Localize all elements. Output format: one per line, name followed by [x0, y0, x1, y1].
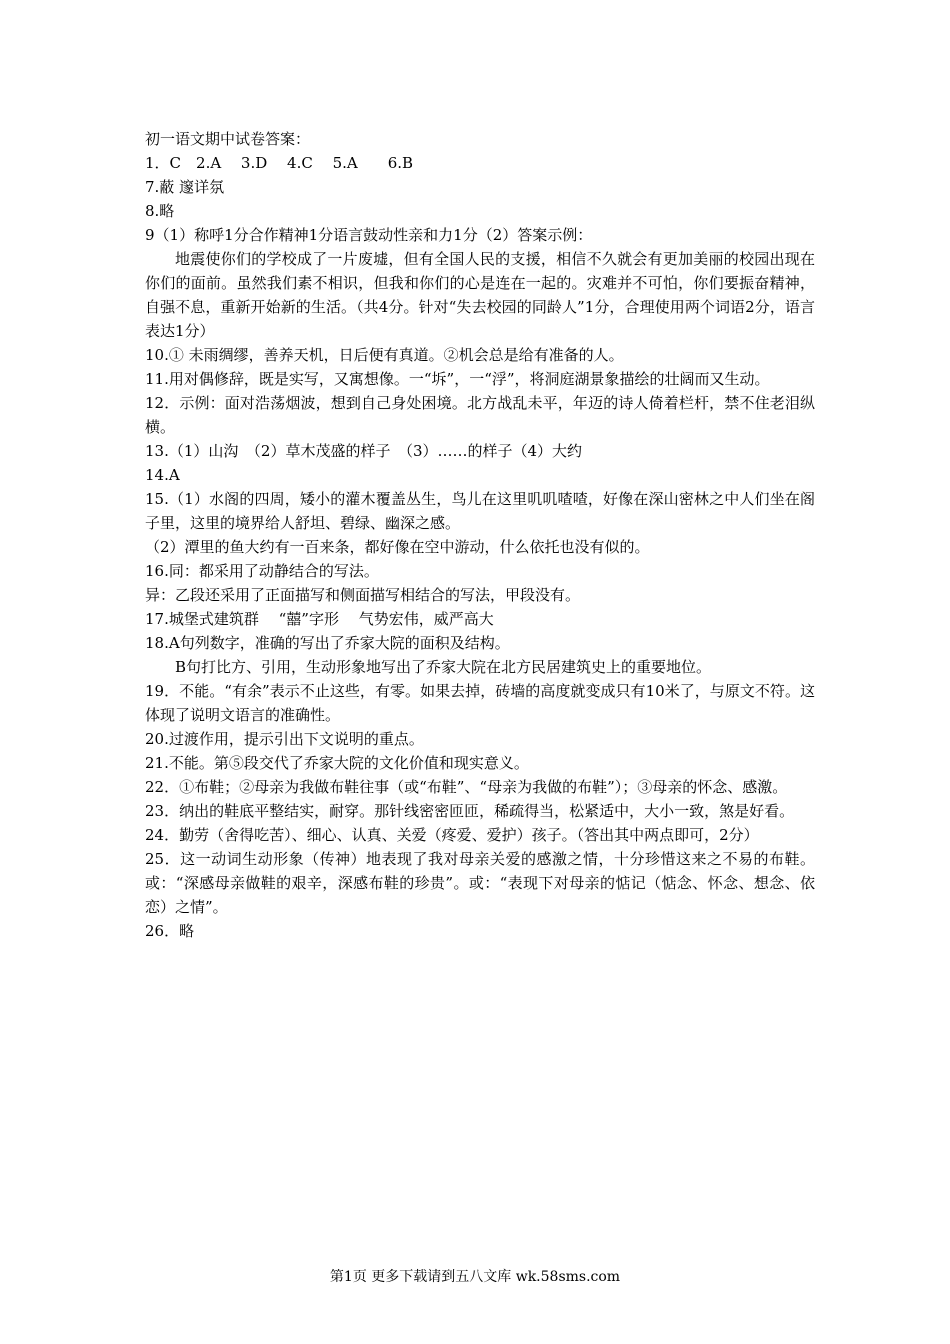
answer-18-b: B句打比方、引用，生动形象地写出了乔家大院在北方民居建筑史上的重要地位。 [175, 658, 712, 676]
answer-9-body: 地震使你们的学校成了一片废墟，但有全国人民的支援，相信不久就会有更加美丽的校园出现在你们的面前。虽然我们素不相识，但我和你们的心是连在一起的。灾难并不可怕，你们要振奋精神，自强不息，重新开始新的生活。（共4分。针对“失去校园的同龄人”1分，合理使用两个词语2分，语言表达1分） [145, 250, 815, 340]
answer-26: 26．略 [145, 922, 195, 940]
answer-12: 12．示例：面对浩荡烟波，想到自己身处困境。北方战乱未平，年迈的诗人倚着栏杆，禁不住老泪纵横。 [145, 394, 815, 436]
answer-18-a: 18.A句列数字，准确的写出了乔家大院的面积及结构。 [145, 634, 510, 652]
answer-13: 13.（1）山沟 （2）草木茂盛的样子 （3）……的样子（4）大约 [145, 442, 583, 460]
answer-8: 8.略 [145, 202, 175, 220]
answer-11: 11.用对偶修辞，既是实写，又寓想像。一“坼”，一“浮”，将洞庭湖景象描绘的壮阔而又生动。 [145, 370, 770, 388]
answer-23: 23．纳出的鞋底平整结实，耐穿。那针线密密匝匝，稀疏得当，松紧适中，大小一致，煞是好看。 [145, 802, 795, 820]
answer-21: 21.不能。第⑤段交代了乔家大院的文化价值和现实意义。 [145, 754, 529, 772]
answer-7: 7.蔽 邃详氛 [145, 178, 225, 196]
answer-1-6: 1．C 2.A 3.D 4.C 5.A 6.B [145, 154, 414, 172]
answer-10: 10.① 未雨绸缪，善养天机，日后便有真道。②机会总是给有准备的人。 [145, 346, 624, 364]
answer-16-same: 16.同：都采用了动静结合的写法。 [145, 562, 379, 580]
answer-25: 25．这一动词生动形象（传神）地表现了我对母亲关爱的感激之情，十分珍惜这来之不易的布鞋。或：“深感母亲做鞋的艰辛，深感布鞋的珍贵”。或：“表现下对母亲的惦记（惦念、怀念、想念、依恋）之情”。 [145, 850, 815, 916]
answer-15-part2: （2）潭里的鱼大约有一百来条，都好像在空中游动，什么依托也没有似的。 [145, 538, 650, 556]
answer-14: 14.A [145, 466, 180, 484]
page-footer: 第1页 更多下载请到五八文库 wk.58sms.com [329, 1269, 621, 1285]
answer-24: 24．勤劳（舍得吃苦）、细心、认真、关爱（疼爱、爱护）孩子。（答出其中两点即可，2分） [145, 826, 759, 844]
answer-17: 17.城堡式建筑群 “囍”字形 气势宏伟，威严高大 [145, 610, 494, 628]
document-title: 初一语文期中试卷答案： [145, 130, 311, 148]
answer-19: 19．不能。“有余”表示不止这些，有零。如果去掉，砖墙的高度就变成只有10米了，与原文不符。这体现了说明文语言的准确性。 [145, 682, 815, 724]
answer-content [145, 127, 815, 943]
answer-16-diff: 异：乙段还采用了正面描写和侧面描写相结合的写法，甲段没有。 [145, 586, 581, 604]
answer-15-part1: 15.（1）水阁的四周，矮小的灌木覆盖丛生，鸟儿在这里叽叽喳喳，好像在深山密林之中人们坐在阁子里，这里的境界给人舒坦、碧绿、幽深之感。 [145, 490, 815, 532]
answer-20: 20.过渡作用，提示引出下文说明的重点。 [145, 730, 424, 748]
answer-22: 22．①布鞋；②母亲为我做布鞋往事（或“布鞋”、“母亲为我做的布鞋”）；③母亲的怀念、感激。 [145, 778, 788, 796]
answer-9-head: 9（1）称呼1分合作精神1分语言鼓动性亲和力1分（2）答案示例： [145, 226, 593, 244]
